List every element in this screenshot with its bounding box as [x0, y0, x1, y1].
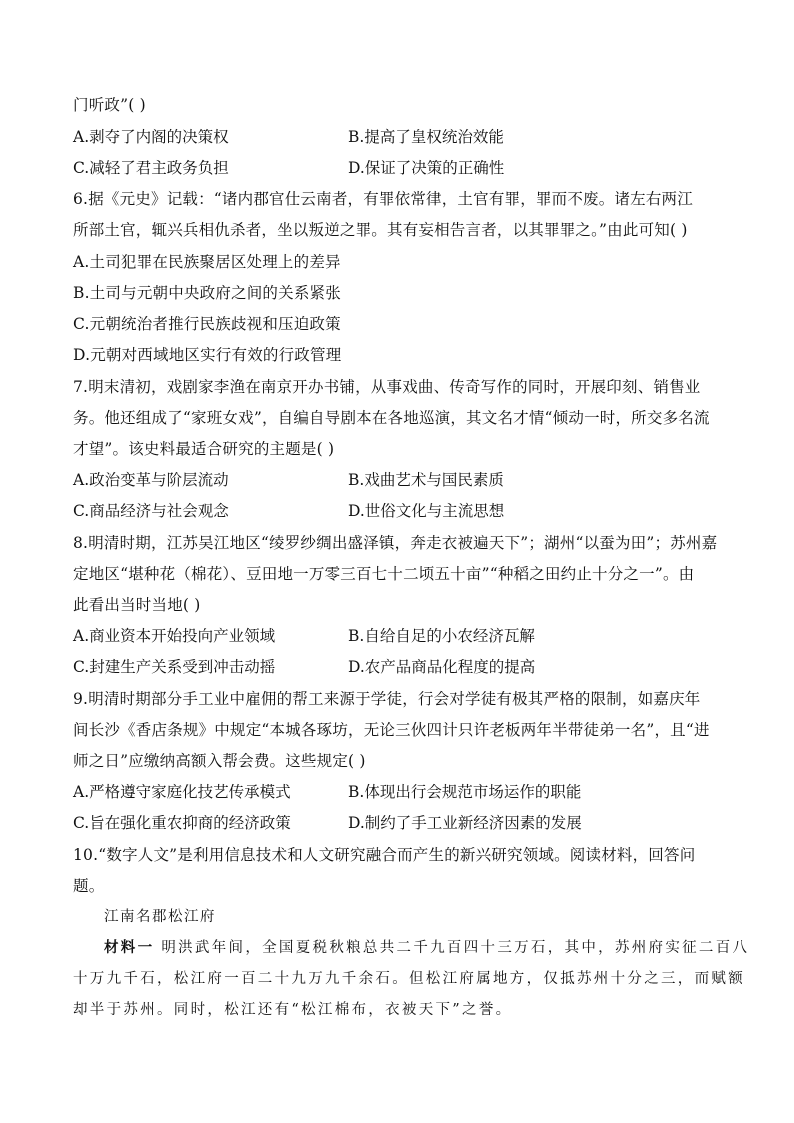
q6-option-a[interactable]: A.土司犯罪在民族聚居区处理上的差异 — [73, 253, 341, 271]
q7-option-b[interactable]: B.戏曲艺术与国民素质 — [348, 471, 504, 489]
q8-option-b[interactable]: B.自给自足的小农经济瓦解 — [348, 627, 535, 645]
q7-stem-line-3: 才望”。该史料最适合研究的主题是( ) — [73, 440, 335, 458]
material-1-line-2: 十万九千石，松江府一百二十九万九千余石。但松江府属地方，仅抵苏州十分之三，而赋额 — [73, 971, 745, 987]
q9-option-c[interactable]: C.旨在强化重农抑商的经济政策 — [73, 814, 291, 832]
q9-stem-line-3: 师之日”应缴纳高额入帮会费。这些规定( ) — [73, 752, 366, 770]
q9-option-a[interactable]: A.严格遵守家庭化技艺传承模式 — [73, 783, 291, 801]
q7-options-row-1 — [73, 470, 723, 490]
q10-stem-line-1: 10.“数字人文”是利用信息技术和人文研究融合而产生的新兴研究领域。阅读材料，回答问 — [73, 846, 696, 864]
q8-option-a[interactable]: A.商业资本开始投向产业领域 — [73, 627, 276, 645]
q8-options-row-1 — [73, 626, 723, 646]
material-title: 江南名郡松江府 — [104, 909, 216, 925]
q8-option-d[interactable]: D.农产品商品化程度的提高 — [348, 658, 536, 676]
q9-options-row-1 — [73, 782, 723, 802]
material-1-label: 材料一 — [104, 939, 155, 956]
q7-option-a[interactable]: A.政治变革与阶层流动 — [73, 471, 229, 489]
q6-option-c[interactable]: C.元朝统治者推行民族歧视和压迫政策 — [73, 315, 341, 333]
q5-stem-end: 门听政”( ) — [73, 96, 146, 114]
q5-option-d[interactable]: D.保证了决策的正确性 — [348, 159, 505, 177]
q9-option-b[interactable]: B.体现出行会规范市场运作的职能 — [348, 783, 582, 801]
q10-stem-line-2: 题。 — [73, 877, 105, 895]
q6-stem-line-1: 6.据《元史》记载：“诸内郡官仕云南者，有罪依常律，土官有罪，罪而不废。诸左右两江 — [73, 190, 693, 208]
q8-stem-line-2: 定地区“堪种花（棉花）、豆田地一万零三百七十二顷五十亩”“种稻之田约止十分之一”。由 — [73, 565, 695, 583]
q7-options-row-2 — [73, 501, 723, 521]
q8-stem-line-1: 8.明清时期，江苏吴江地区“绫罗纱绸出盛泽镇，奔走衣被遍天下”；湖州“以蚕为田”；苏州嘉 — [73, 534, 718, 552]
q9-options-row-2 — [73, 813, 723, 833]
q7-option-c[interactable]: C.商品经济与社会观念 — [73, 502, 229, 520]
q8-options-row-2 — [73, 657, 723, 677]
q6-stem-line-2: 所部土官，辄兴兵相仇杀者，坐以叛逆之罪。其有妄相告言者，以其罪罪之。”由此可知( ) — [73, 221, 688, 239]
q9-stem-line-2: 间长沙《香店条规》中规定“本城各琢坊，无论三伙四计只许老板两年半带徒弟一名”，且“进 — [73, 721, 710, 739]
q5-options-row-2 — [73, 158, 723, 178]
q6-option-d[interactable]: D.元朝对西域地区实行有效的行政管理 — [73, 346, 342, 364]
material-1-line-1 — [104, 938, 749, 958]
q7-option-d[interactable]: D.世俗文化与主流思想 — [348, 502, 505, 520]
q8-stem-line-3: 此看出当时当地( ) — [73, 596, 201, 614]
q9-option-d[interactable]: D.制约了手工业新经济因素的发展 — [348, 814, 582, 832]
q9-stem-line-1: 9.明清时期部分手工业中雇佣的帮工来源于学徒，行会对学徒有极其严格的限制，如嘉庆年 — [73, 690, 701, 708]
q5-option-c[interactable]: C.减轻了君主政务负担 — [73, 159, 229, 177]
q5-option-b[interactable]: B.提高了皇权统治效能 — [348, 128, 504, 146]
q7-stem-line-1: 7.明末清初，戏剧家李渔在南京开办书铺，从事戏曲、传奇写作的同时，开展印刻、销售业 — [73, 378, 701, 396]
q7-stem-line-2: 务。他还组成了“家班女戏”，自编自导剧本在各地巡演，其文名才情“倾动一时，所交多名流 — [73, 409, 710, 427]
material-1-line-3: 却半于苏州。同时，松江还有“松江棉布，衣被天下”之誉。 — [73, 1002, 513, 1018]
q6-option-b[interactable]: B.土司与元朝中央政府之间的关系紧张 — [73, 284, 341, 302]
q5-option-a[interactable]: A.剥夺了内阁的决策权 — [73, 128, 229, 146]
material-1-line-1-text: 明洪武年间，全国夏税秋粮总共二千九百四十三万石，其中，苏州府实征二百八 — [161, 940, 750, 956]
q8-option-c[interactable]: C.封建生产关系受到冲击动摇 — [73, 658, 276, 676]
q5-options-row-1 — [73, 127, 723, 147]
